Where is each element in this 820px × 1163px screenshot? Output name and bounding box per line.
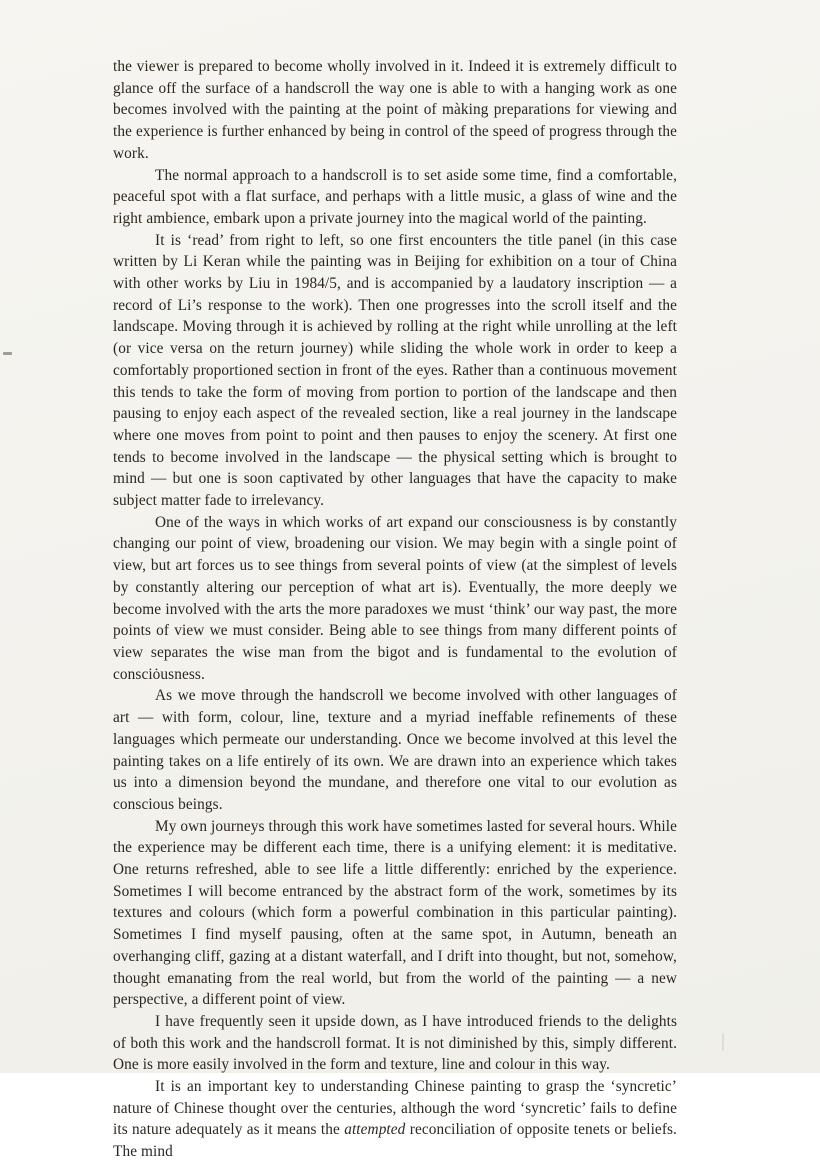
body-text-column xyxy=(113,56,677,1163)
paragraph-text-after-italic: reconciliation of opposite tenets or beliefs. The mind xyxy=(113,1121,677,1161)
paragraph-languages-of-art: As we move through the handscroll we become involved with other languages of art — with form, colour, line, texture and a myriad ineffable refinements of these languages which permeate our understanding. Once we become involved at this level the painting takes on a life entirely of its own. We are drawn into an experience which takes us into a dimension beyond the mundane, and therefore one vital to our evolution as conscious beings. xyxy=(113,687,677,813)
paragraph-normal-approach: The normal approach to a handscroll is to set aside some time, find a comfortable, peaceful spot with a flat surface, and perhaps with a little music, a glass of wine and the right ambience, embark upon a private journey into the magical world of the painting. xyxy=(113,166,677,227)
scan-crease-artifact xyxy=(722,1033,724,1051)
paragraph-expand-consciousness: One of the ways in which works of art expand our consciousness is by constantly changing our point of view, broadening our vision. We may begin with a single point of view, but art forces us to see things from several points of view (at the simplest of levels by constantly altering our perception of what art is). Eventually, the more deeply we become involved with the arts the more paradoxes we must ‘think’ our way past, the more points of view we must consider. Being able to see things from many different points of view separates the wise man from the bigot and is fundamental to the evolution of consciȯusness. xyxy=(113,513,677,683)
paragraph-continued-from-previous-page: the viewer is prepared to become wholly involved in it. Indeed it is extremely difficult to glance off the surface of a handscroll the way one is able to with a hanging work as one becomes involved with the painting at the point of màking preparations for viewing and the experience is further enhanced by being in control of the speed of progress through the work. xyxy=(113,58,677,162)
italic-word-attempted: attempted xyxy=(344,1121,406,1139)
paragraph-syncretic-nature xyxy=(113,1076,677,1163)
paragraph-own-journeys: My own journeys through this work have sometimes lasted for several hours. While the experience may be different each time, there is a unifying element: it is meditative. One returns refreshed, able to see life a little differently: enriched by the experience. Sometimes I will become entranced by the abstract form of the work, sometimes by its textures and colours (which form a powerful combination in this particular painting). Sometimes I find myself pausing, often at the same spot, in Autumn, beneath an overhanging cliff, gazing at a distant waterfall, and I drift into thought, but not, somehow, thought emanating from the real world, but from the world of the painting — a new perspective, a different point of view. xyxy=(113,817,677,1009)
scan-speck-artifact xyxy=(3,352,12,355)
paragraph-read-right-to-left: It is ‘read’ from right to left, so one first encounters the title panel (in this case written by Li Keran while the painting was in Beijing for exhibition on a tour of China with other works by Liu in 1984/5, and is accompanied by a laudatory inscription — a record of Li’s response to the work). Then one progresses into the scroll itself and the landscape. Moving through it is achieved by rolling at the right while unrolling at the left (or vice versa on the return journey) while sliding the whole work in order to keep a comfortably proportioned section in front of the eyes. Rather than a continuous movement this tends to take the form of moving from portion to portion of the landscape and then pausing to enjoy each aspect of the revealed section, like a real journey in the landscape where one moves from point to point and then pauses to enjoy the scenery. At first one tends to become involved in the landscape — the physical setting which is brought to mind — but one is soon captivated by other languages that have the capacity to make subject matter fade to irrelevancy. xyxy=(113,231,677,510)
paragraph-text-before-italic: It is an important key to understanding Chinese painting to grasp the ‘syncretic’ nature of Chinese thought over the centuries, although the word ‘syncretic’ fails to define its nature adequately as it means the xyxy=(113,1078,677,1139)
paragraph-upside-down: I have frequently seen it upside down, as I have introduced friends to the delights of both this work and the handscroll format. It is not diminished by this, simply different. One is more easily involved in the form and texture, line and colour in this way. xyxy=(113,1012,677,1074)
